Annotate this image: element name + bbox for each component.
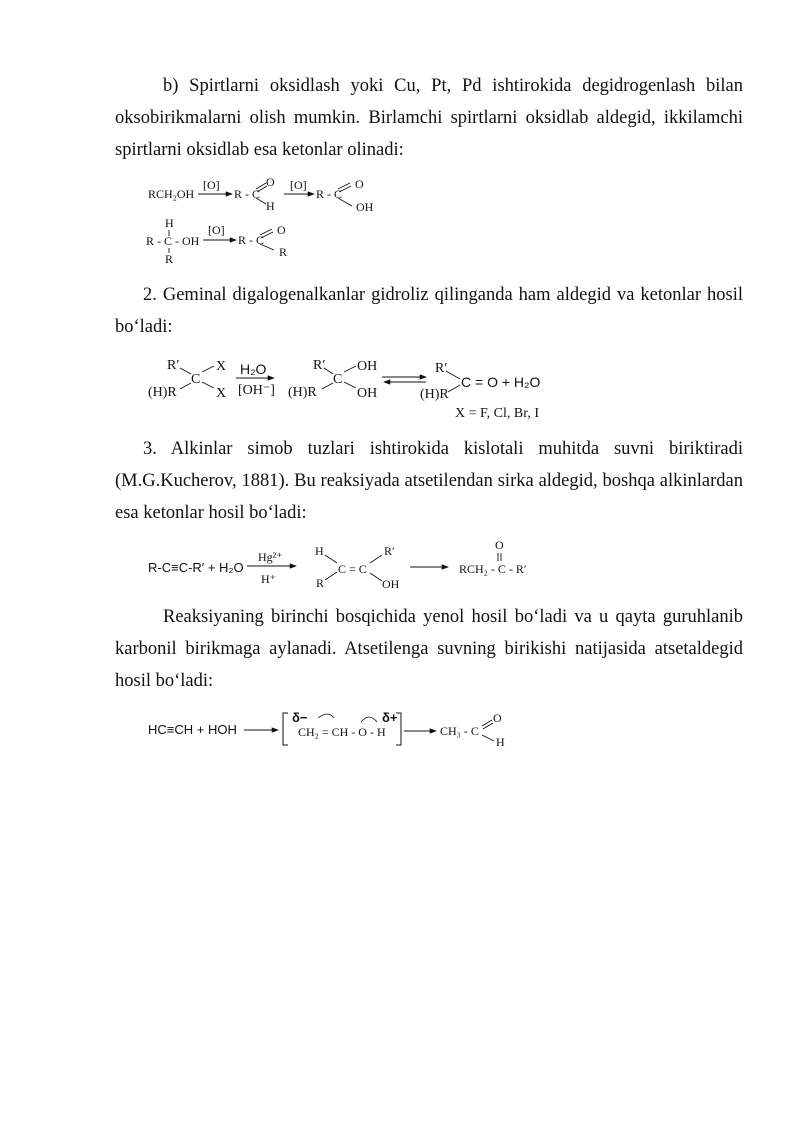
atom-o-acid: O (355, 177, 364, 191)
group-oh-acid: OH (356, 200, 374, 214)
group-oh-enol: OH (382, 577, 400, 591)
atom-h-aldehyde: H (266, 199, 275, 213)
reagent-hydroxide: [OH⁻] (238, 383, 275, 398)
formula-alkyne-water: R-C≡C-R′ + H₂O (148, 560, 244, 575)
atom-o-acetaldehyde: O (493, 711, 502, 725)
atom-r-prime-2: R′ (313, 358, 326, 373)
partial-charge-positive: δ+ (382, 710, 398, 725)
formula-carbonyl-product: C = O + H₂O (461, 374, 541, 390)
bracket-left (283, 713, 288, 745)
formula-r-c-aldehyde: R - C (234, 187, 261, 201)
formula-rch2oh: RCH₂OH (148, 187, 195, 201)
reagent-acid: H⁺ (261, 572, 276, 586)
atom-r-prime-1: R′ (167, 358, 180, 373)
paragraph-oxidation: b) Spirtlarni oksidlash yoki Cu, Pt, Pd ishtirokida degidrogenlash bilan oksobirikmalarni olish mumkin. Birlamchi spirtlarni oksidlab aldegid, ikkilamchi spirtlarni oksidlab esa ketonlar olinadi: (115, 76, 743, 160)
reagent-oxidant-2: [O] (290, 178, 307, 192)
group-h-r-2: (H)R (288, 385, 317, 400)
reagent-mercury: Hg²⁺ (258, 550, 283, 564)
atom-o-aldehyde: O (266, 175, 275, 189)
atom-c-1: C (191, 372, 201, 387)
formula-acetylene-water: HC≡CH + HOH (148, 722, 237, 737)
atom-x-2: X (216, 386, 227, 401)
group-oh-1: OH (357, 359, 378, 374)
atom-o-ketone: O (277, 223, 286, 237)
paragraph-kucherov: 3. Alkinlar simob tuzlari ishtirokida kislotali muhitda suvni biriktiradi (M.G.Kucherov, 1881). Bu reaksiyada atsetilendan sirka aldegid, boshqa alkinlardan esa ketonlar hosil bo‘ladi: (115, 439, 743, 523)
atom-h-secondary: H (165, 216, 174, 230)
electron-shift-arrow-1 (318, 714, 334, 718)
formula-ketone: R - C (238, 233, 265, 247)
atom-o-ketone-product: O (495, 538, 504, 552)
atom-r-enol: R (316, 576, 325, 590)
paragraph-geminal: 2. Geminal digalogenalkanlar gidroliz qilinganda ham aldegid va ketonlar hosil bo‘ladi: (115, 285, 743, 337)
formula-r-c-acid: R - C (316, 187, 343, 201)
reagent-oxidant-3: [O] (208, 223, 225, 237)
atom-h-enol: H (315, 544, 324, 558)
group-h-r-1: (H)R (148, 385, 177, 400)
group-h-r-3: (H)R (420, 387, 449, 402)
group-oh-2: OH (357, 386, 378, 401)
atom-r-prime: R (165, 252, 174, 266)
paragraph-enol: Reaksiyaning birinchi bosqichida yenol hosil bo‘ladi va u qayta guruhlanib karbonil birikmaga aylanadi. Atsetilenga suvning birikishi natijasida atsetaldegid hosil bo‘ladi: (115, 607, 743, 691)
electron-shift-arrow-2 (361, 717, 377, 722)
formula-vinyl-alcohol: CH₂ = CH - O - H (298, 725, 386, 739)
formula-secondary-alcohol: R - C - OH (146, 234, 200, 248)
reagent-oxidant-1: [O] (203, 178, 220, 192)
partial-charge-negative: δ− (292, 710, 308, 725)
atom-x-1: X (216, 359, 227, 374)
formula-enol-cc: C = C (338, 562, 367, 576)
atom-r-ketone: R (279, 245, 288, 259)
formula-ketone-product: RCH₂ - C - R′ (459, 562, 527, 576)
note-halogens: X = F, Cl, Br, I (455, 406, 539, 421)
formula-acetaldehyde: CH₃ - C (440, 724, 479, 738)
atom-r-prime-enol: R′ (384, 544, 395, 558)
atom-c-2: C (333, 372, 343, 387)
reagent-water: H₂O (240, 361, 267, 377)
atom-r-prime-3: R′ (435, 361, 448, 376)
atom-h-acetaldehyde: H (496, 735, 505, 749)
